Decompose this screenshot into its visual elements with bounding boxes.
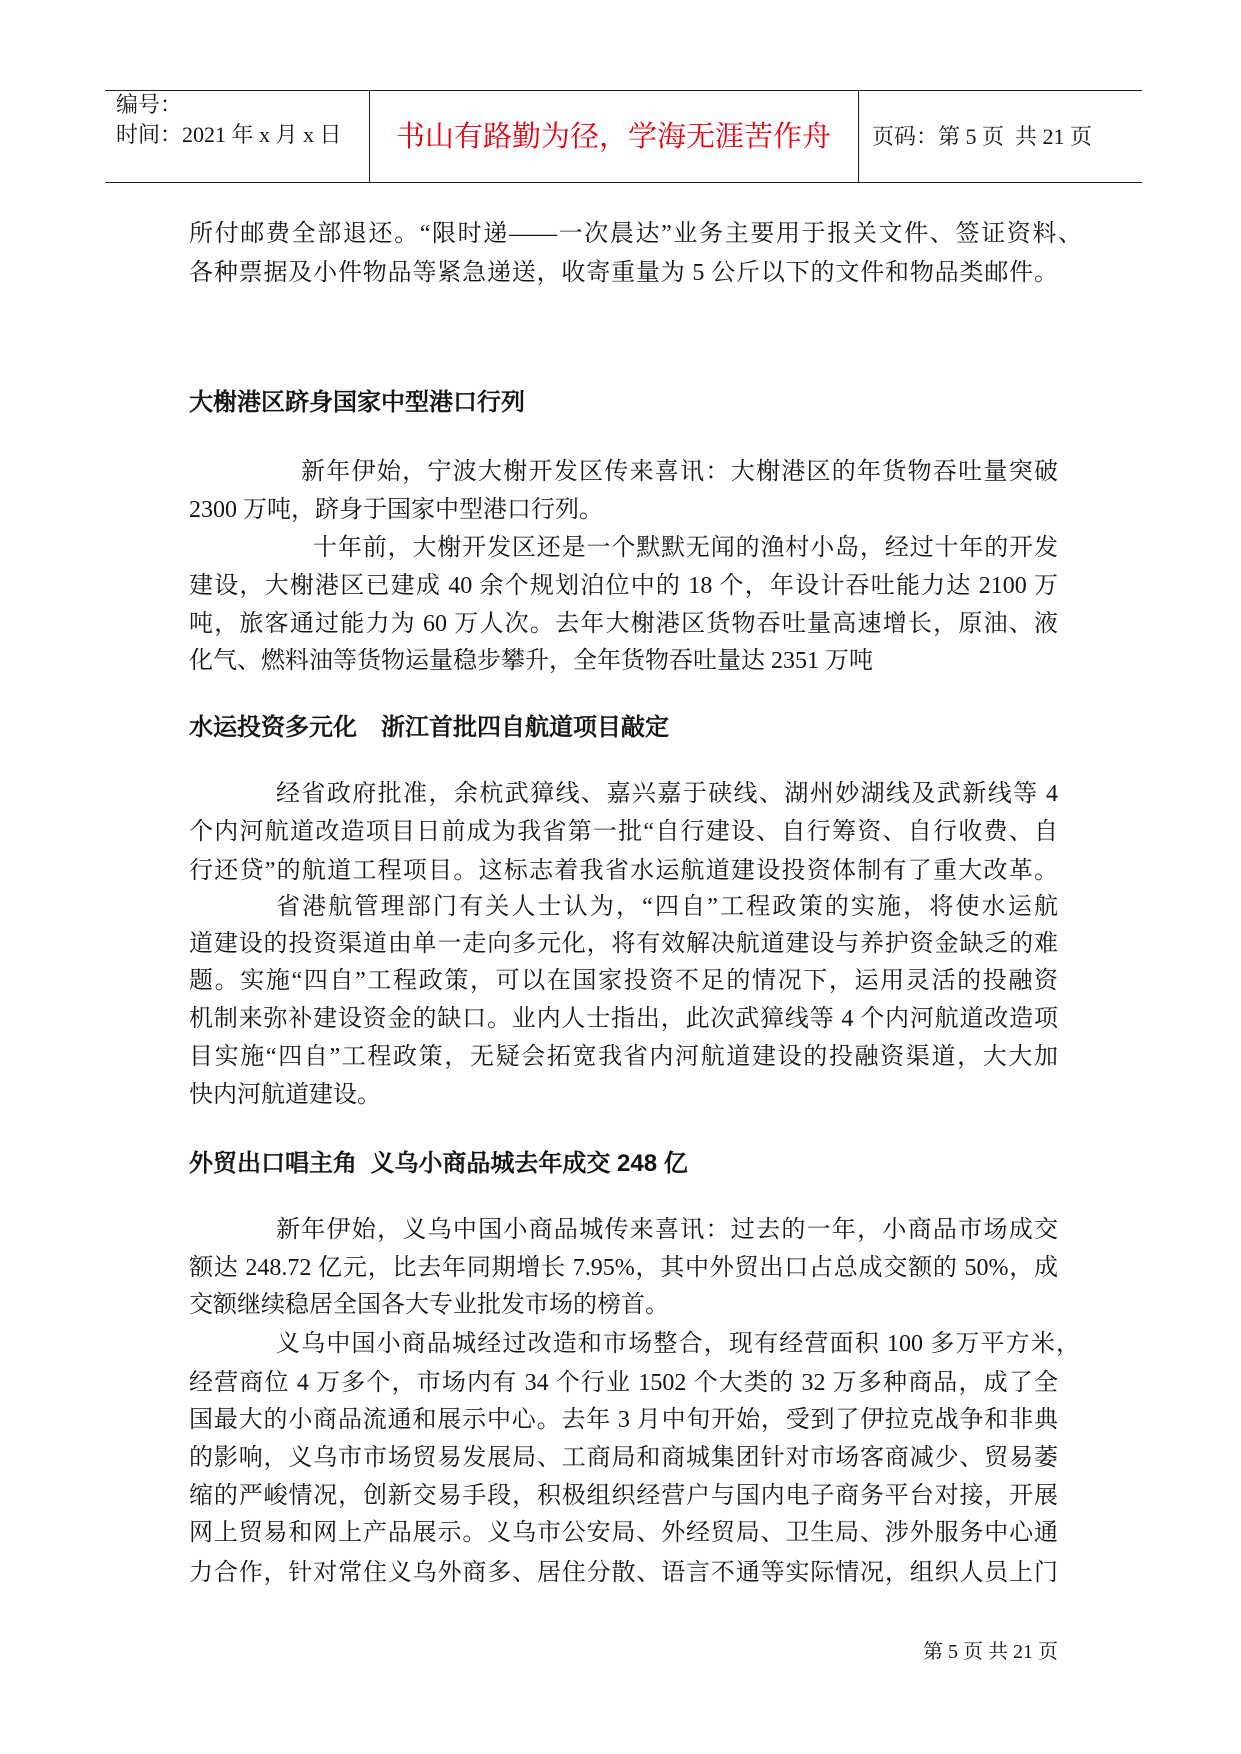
body-line: 的影响，义乌市市场贸易发展局、工商局和商城集团针对市场客商减少、贸易萎 — [189, 1445, 1058, 1471]
body-line: 经省政府批准，余杭武獐线、嘉兴嘉于硖线、湖州妙湖线及武新线等 4 — [276, 781, 1058, 807]
section-heading: 水运投资多元化 浙江首批四自航道项目敲定 — [189, 714, 669, 741]
body-line: 所付邮费全部退还。“限时递——一次晨达”业务主要用于报关文件、签证资料、 — [189, 221, 1082, 247]
body-line: 省港航管理部门有关人士认为，“四自”工程政策的实施，将使水运航 — [276, 894, 1058, 920]
body-line: 新年伊始，宁波大榭开发区传来喜讯：大榭港区的年货物吞吐量突破 — [301, 459, 1058, 485]
body-line: 机制来弥补建设资金的缺口。业内人士指出，此次武獐线等 4 个内河航道改造项 — [189, 1006, 1058, 1032]
body-line: 行还贷”的航道工程项目。这标志着我省水运航道建设投资体制有了重大改革。 — [189, 858, 1058, 884]
header-number-label: 编号： — [116, 92, 183, 117]
body-line: 十年前，大榭开发区还是一个默默无闻的渔村小岛，经过十年的开发 — [313, 535, 1058, 561]
section-heading: 外贸出口唱主角 义乌小商品城去年成交 248 亿 — [189, 1150, 688, 1177]
footer-page-number: 第 5 页 共 21 页 — [923, 1641, 1058, 1663]
body-line: 目实施“四自”工程政策，无疑会拓宽我省内河航道建设的投融资渠道，大大加 — [189, 1044, 1058, 1070]
body-line: 义乌中国小商品城经过改造和市场整合，现有经营面积 100 多万平方米， — [276, 1331, 1080, 1357]
header-page-label: 页码：第 5 页 共 21 页 — [872, 124, 1093, 149]
body-line: 国最大的小商品流通和展示中心。去年 3 月中旬开始，受到了伊拉克战争和非典 — [189, 1407, 1058, 1433]
body-line: 快内河航道建设。 — [189, 1082, 381, 1108]
body-line: 网上贸易和网上产品展示。义乌市公安局、外经贸局、卫生局、涉外服务中心通 — [189, 1520, 1058, 1546]
header-divider-right — [858, 90, 859, 182]
body-line: 化气、燃料油等货物运量稳步攀升，全年货物吞吐量达 2351 万吨 — [189, 648, 873, 674]
body-line: 道建设的投资渠道由单一走向多元化，将有效解决航道建设与养护资金缺乏的难 — [189, 931, 1058, 957]
body-line: 建设，大榭港区已建成 40 余个规划泊位中的 18 个，年设计吞吐能力达 2100 万 — [189, 573, 1058, 599]
body-line: 各种票据及小件物品等紧急递送，收寄重量为 5 公斤以下的文件和物品类邮件。 — [189, 260, 1058, 286]
header-motto: 书山有路勤为径，学海无涯苦作舟 — [395, 121, 831, 153]
body-line: 个内河航道改造项目日前成为我省第一批“自行建设、自行筹资、自行收费、自 — [189, 819, 1058, 845]
header-bottom-rule — [105, 182, 1142, 183]
body-line: 缩的严峻情况，创新交易手段，积极组织经营户与国内电子商务平台对接，开展 — [189, 1483, 1058, 1509]
body-line: 力合作，针对常住义乌外商多、居住分散、语言不通等实际情况，组织人员上门 — [189, 1560, 1058, 1586]
header-time-label: 时间：2021 年 x 月 x 日 — [116, 122, 342, 147]
body-line: 2300 万吨，跻身于国家中型港口行列。 — [189, 497, 603, 523]
header-top-rule — [105, 90, 1142, 91]
body-line: 新年伊始，义乌中国小商品城传来喜讯：过去的一年，小商品市场成交 — [276, 1217, 1058, 1243]
body-line: 交额继续稳居全国各大专业批发市场的榜首。 — [189, 1292, 669, 1318]
body-line: 经营商位 4 万多个，市场内有 34 个行业 1502 个大类的 32 万多种商品，成了全 — [189, 1370, 1058, 1396]
section-heading: 大榭港区跻身国家中型港口行列 — [189, 389, 525, 416]
body-line: 吨，旅客通过能力为 60 万人次。去年大榭港区货物吞吐量高速增长，原油、液 — [189, 611, 1058, 637]
body-line: 题。实施“四自”工程政策，可以在国家投资不足的情况下，运用灵活的投融资 — [189, 968, 1058, 994]
body-line: 额达 248.72 亿元，比去年同期增长 7.95%，其中外贸出口占总成交额的 50%，成 — [189, 1255, 1058, 1281]
